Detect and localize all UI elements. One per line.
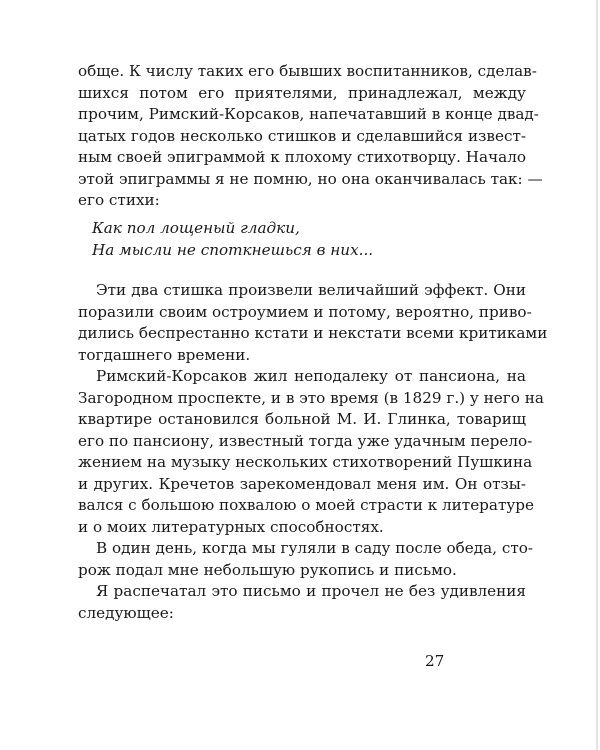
text-line: следующее: xyxy=(78,603,174,622)
text-line: жением на музыку нескольких стихотворений Пушкина xyxy=(78,453,533,471)
text-line: и других. Кречетов зарекомендовал меня им. Он отзы- xyxy=(78,474,526,493)
verse-line: На мысли не споткнешься в них... xyxy=(92,240,374,259)
paragraph-block-1 xyxy=(78,61,543,212)
text-line: рож подал мне небольшую рукопись и письмо. xyxy=(78,560,457,579)
text-line: его стихи: xyxy=(78,191,160,209)
text-line: обще. К числу таких его бывших воспитанников, сделав- xyxy=(78,62,537,80)
text-line: В один день, когда мы гуляли в саду после обеда, сто- xyxy=(96,539,534,557)
text-line: вался с большою похвалою о моей страсти к литературе xyxy=(78,496,535,514)
text-line: шихся потом его приятелями, принадлежал, между xyxy=(78,83,526,102)
text-line: поразили своим остроумием и потому, вероятно, приво- xyxy=(78,302,532,321)
text-line: квартире остановился больной М. И. Глинка, товарищ xyxy=(78,410,526,428)
text-line: Загородном проспекте, и в это время (в 1829 г.) у него на xyxy=(78,388,544,407)
text-line: этой эпиграммы я не помню, но она оканчивалась так: — xyxy=(78,169,543,188)
text-line: Римский-Корсаков жил неподалеку от пансиона, на xyxy=(96,367,526,385)
text-line: тогдашнего времени. xyxy=(78,345,251,364)
text-line: дились беспрестанно кстати и некстати всеми критиками xyxy=(78,324,548,342)
page-edge-divider xyxy=(596,0,598,750)
text-line: и о моих литературных способностях. xyxy=(78,517,384,536)
verse-line: Как пол лощеный гладки, xyxy=(92,219,300,237)
text-line: прочим, Римский-Корсаков, напечатавший в конце двад- xyxy=(78,105,539,123)
paragraph-block-2 xyxy=(78,280,548,624)
text-line: его по пансиону, известный тогда уже удачным перело- xyxy=(78,431,533,450)
text-line: Я распечатал это письмо и прочел не без удивления xyxy=(96,582,526,600)
text-line: ным своей эпиграммой к плохому стихотворцу. Начало xyxy=(78,148,526,166)
text-line: Эти два стишка произвели величайший эффект. Они xyxy=(96,281,526,299)
verse-quote xyxy=(92,218,373,261)
page-number: 27 xyxy=(425,652,445,670)
text-line: цатых годов несколько стишков и сделавшийся извест- xyxy=(78,126,526,145)
